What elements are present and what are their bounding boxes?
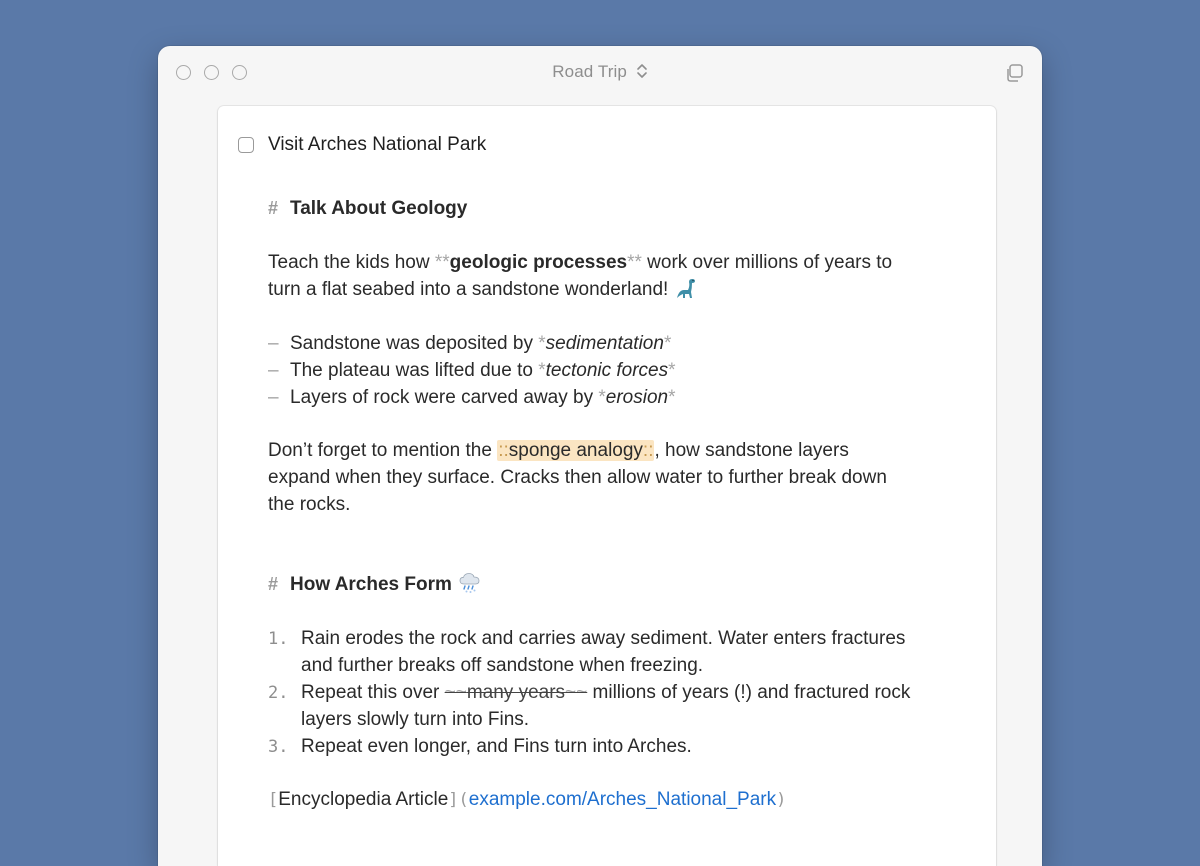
numbered-item [268,733,692,760]
dinosaur-icon [674,276,698,300]
bold-marker: ** [627,252,642,273]
list-number: 1. [268,629,289,649]
strike-content: many years [466,682,566,703]
link-url[interactable]: example.com/Arches_National_Park [468,789,777,810]
text-run: work over millions of years to [641,252,893,273]
text-run: expand when they surface. Cracks then allow water to further break down [268,467,887,488]
italic-marker: * [663,333,672,354]
text-run: turn a flat seabed into a sandstone wonderland! [268,279,669,300]
paragraph-line [268,464,887,491]
strikethrough-text [445,682,588,703]
text-run: the rocks. [268,494,351,515]
list-number: 2. [268,683,289,703]
heading-text: How Arches Form [290,574,452,595]
italic-text: tectonic forces [545,360,669,381]
heading-how-arches-form [268,571,482,598]
italic-marker: * [668,387,676,408]
todo-checkbox[interactable] [238,137,254,153]
paragraph-line [268,276,698,303]
numbered-item [268,625,905,652]
italic-text: sedimentation [545,333,664,354]
highlight-marker: :: [642,440,654,461]
list-number: 3. [268,737,289,757]
note-title-selector[interactable] [158,62,1042,82]
todo-item [238,132,486,158]
cloud-snow-icon [458,571,482,595]
bullet-marker: – [268,387,279,408]
strike-marker: ~~ [565,682,588,703]
bullet-marker: – [268,360,279,381]
text-run: Don’t forget to mention the [268,440,498,461]
heading-text: Talk About Geology [290,198,468,219]
highlight-marker: :: [498,440,509,461]
strike-marker: ~~ [444,682,467,703]
bold-marker: ** [434,252,450,273]
numbered-item [268,679,910,706]
italic-marker: * [538,360,546,381]
bullet-marker: – [268,333,279,354]
italic-marker: * [538,333,546,354]
bold-text: geologic processes [449,252,628,273]
title-bar [158,46,1042,102]
italic-marker: * [668,360,676,381]
list-text: and further breaks off sandstone when freezing. [301,655,704,676]
bullet-text: Layers of rock were carved away by [290,387,599,408]
paragraph-line [268,249,892,276]
heading-marker: # [268,574,279,594]
text-run: , how sandstone layers [654,440,849,461]
todo-label: Visit Arches National Park [268,134,487,155]
window-title: Road Trip [552,62,627,81]
highlighted-text [497,440,654,461]
text-run: Teach the kids how [268,252,435,273]
list-text: millions of years (!) and fractured rock [587,682,911,703]
numbered-item-continuation [301,706,529,733]
numbered-item-continuation [301,652,703,679]
heading-talk-about-geology [268,195,467,222]
heading-marker: # [268,198,279,218]
link-bracket: [ [268,790,279,810]
markdown-link[interactable] [268,786,786,813]
bullet-item [268,357,676,384]
list-text: Repeat even longer, and Fins turn into Arches. [301,736,692,757]
italic-text: erosion [605,387,669,408]
list-text: Repeat this over [301,682,445,703]
italic-marker: * [598,387,606,408]
bullet-item [268,330,671,357]
link-label: Encyclopedia Article [278,789,449,810]
note-window [158,46,1042,866]
list-text: Rain erodes the rock and carries away sediment. Water enters fractures [301,628,906,649]
highlight-content: sponge analogy [508,440,643,461]
chevron-up-down-icon [636,63,648,79]
bullet-text: Sandstone was deposited by [290,333,539,354]
list-text: layers slowly turn into Fins. [301,709,530,730]
paragraph-line [268,437,849,464]
link-bracket: ]( [448,790,469,810]
link-bracket: ) [776,790,787,810]
bullet-text: The plateau was lifted due to [290,360,539,381]
copy-icon[interactable] [1004,63,1024,83]
bullet-item [268,384,676,411]
paragraph-line [268,491,350,518]
note-editor[interactable] [218,106,996,866]
